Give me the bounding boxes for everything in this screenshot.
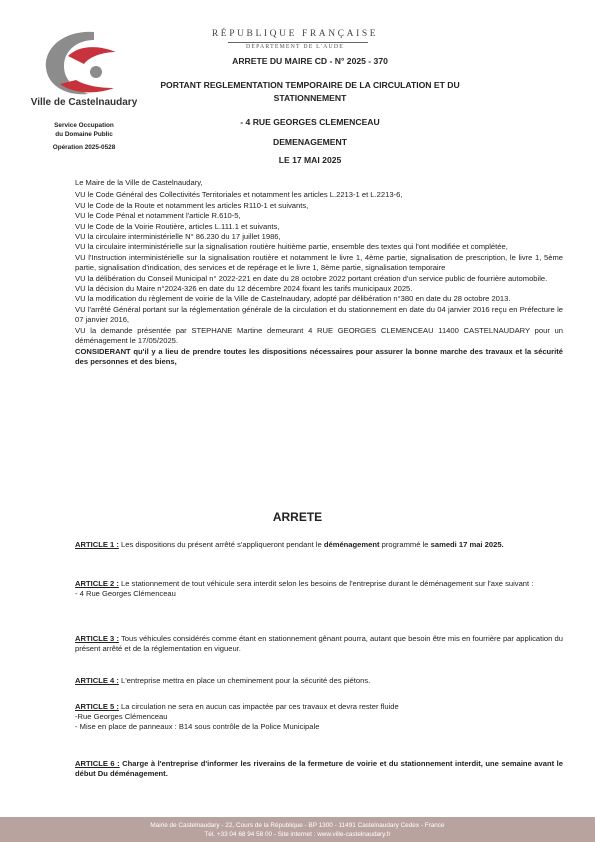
article-6	[75, 759, 563, 779]
article-line: -Rue Georges Clémenceau	[75, 712, 168, 722]
page-footer	[0, 817, 595, 842]
article-bold: samedi 17 mai 2025.	[430, 540, 504, 549]
operation-number: Opération 2025-0528	[52, 144, 116, 151]
preamble-line: VU l'Instruction interministérielle sur la signalisation routière et notamment le livre 1, 4ème partie, signalisation de prescription, le livre 1, 5ème partie, signalisation d'indication, des services et de repérage et le livre 1, 8ème partie, signalisation temporaire	[75, 252, 563, 273]
preamble-line: VU le Code de la Route et notamment les articles R110-1 et suivants,	[75, 200, 309, 210]
subject-line-1: PORTANT REGLEMENTATION TEMPORAIRE DE LA CIRCULATION ET DU	[160, 80, 460, 90]
subject-line-2: STATIONNEMENT	[273, 93, 347, 103]
article-text: L'entreprise mettra en place un cheminement pour la sécurité des piétons.	[118, 676, 371, 685]
service-label	[22, 121, 146, 139]
service-line-2: du Domaine Public	[55, 131, 113, 138]
article-line: - Mise en place de panneaux : B14 sous contrôle de la Police Municipale	[75, 722, 320, 732]
article-label: ARTICLE 2 :	[75, 579, 119, 588]
article-text: Charge à l'entreprise d'informer les riverains de la fermeture de voirie et du stationnement interdit, une semaine avant le début Du déménagement.	[75, 759, 563, 779]
article-line: - 4 Rue Georges Clémenceau	[75, 589, 176, 599]
departement-header: DÉPARTEMENT DE L'AUDE	[245, 44, 345, 50]
preamble-line: VU la demande présentée par STEPHANE Martine demeurant 4 RUE GEORGES CLEMENCEAU 11400 CASTELNAUDARY pour un déménagement le 17/05/2025.	[75, 325, 563, 346]
article-text: La circulation ne sera en aucun cas impactée par ces travaux et devra rester fluide	[118, 702, 399, 711]
article-5	[75, 702, 563, 733]
footer-address: Mairie de Castelnaudary - 22, Cours de la République - BP 1300 - 11491 Castelnaudary Cedex - France	[150, 822, 445, 829]
article-label: ARTICLE 5 :	[75, 702, 119, 711]
event-date: LE 17 MAI 2025	[278, 155, 342, 165]
article-2	[75, 579, 563, 599]
preamble-line: VU la circulaire interministérielle N° 86.230 du 17 juillet 1986,	[75, 232, 281, 242]
preamble-line: VU le Code de la Voirie Routière, articles L.111.1 et suivants,	[75, 221, 280, 231]
footer-contact: Tél. +33 04 68 94 58 00 - Site internet : www.ville-castelnaudary.fr	[204, 831, 391, 838]
arrete-number: ARRETE DU MAIRE CD - N° 2025 - 370	[232, 56, 388, 66]
preamble-line: VU la décision du Maire n°2024-326 en date du 12 décembre 2024 fixant les tarifs municipaux 2025.	[75, 284, 413, 294]
service-line-1: Service Occupation	[54, 122, 114, 129]
article-text: Le stationnement de tout véhicule sera interdit selon les besoins de l'entreprise durant le déménagement sur l'axe suivant :	[118, 579, 534, 588]
preamble-line: VU le Code Pénal et notamment l'article R.610-5,	[75, 211, 241, 221]
article-3	[75, 634, 563, 654]
article-label: ARTICLE 6 :	[75, 759, 120, 768]
city-name: Ville de Castelnaudary	[30, 97, 138, 108]
preamble-line: VU la circulaire interministérielle sur la signalisation routière huitième partie, ensemble des textes qui l'ont modifiée et complétée,	[75, 242, 508, 252]
preamble-line: VU la modification du règlement de voirie de la Ville de Castelnaudary, adopté par délibération n°380 en date du 28 octobre 2013.	[75, 294, 511, 304]
article-text: programmé le	[379, 540, 431, 549]
preamble-line: VU le Code Général des Collectivités Territoriales et notamment les articles L.2213-1 et L.2213-6,	[75, 190, 403, 200]
preamble-line: VU l'arrêté Général portant sur la réglementation générale de la circulation et du stationnement en date du 04 janvier 2016 reçu en Préfecture le 07 janvier 2016,	[75, 304, 563, 325]
preamble-line: Le Maire de la Ville de Castelnaudary,	[75, 178, 203, 187]
preamble	[75, 178, 563, 367]
article-label: ARTICLE 1 :	[75, 540, 119, 549]
article-4	[75, 676, 563, 686]
address-line: - 4 RUE GEORGES CLEMENCEAU	[240, 117, 380, 127]
article-text: Les dispositions du présent arrêté s'appliqueront pendant le	[118, 540, 324, 549]
header-divider	[228, 42, 368, 43]
article-text: Tous véhicules considérés comme étant en stationnement gênant pourra, autant que besoin être mis en fourrière par application du présent arrêté et de la réglementation en vigueur.	[75, 634, 563, 654]
republique-header: RÉPUBLIQUE FRANÇAISE	[211, 29, 379, 39]
article-label: ARTICLE 4 :	[75, 676, 119, 685]
article-1	[75, 540, 563, 550]
preamble-line: VU la délibération du Conseil Municipal n° 2022-221 en date du 28 octobre 2022 portant création d'un service public de fourrière automobile.	[75, 273, 548, 283]
arrete-title: ARRETE	[272, 510, 323, 524]
preamble-line: CONSIDERANT qu'il y a lieu de prendre toutes les dispositions nécessaires pour assurer la bonne marche des travaux et la sécurité des personnes et des biens,	[75, 346, 563, 366]
event-title: DEMENAGEMENT	[272, 137, 347, 147]
article-bold: déménagement	[323, 540, 380, 549]
article-label: ARTICLE 3 :	[75, 634, 119, 643]
